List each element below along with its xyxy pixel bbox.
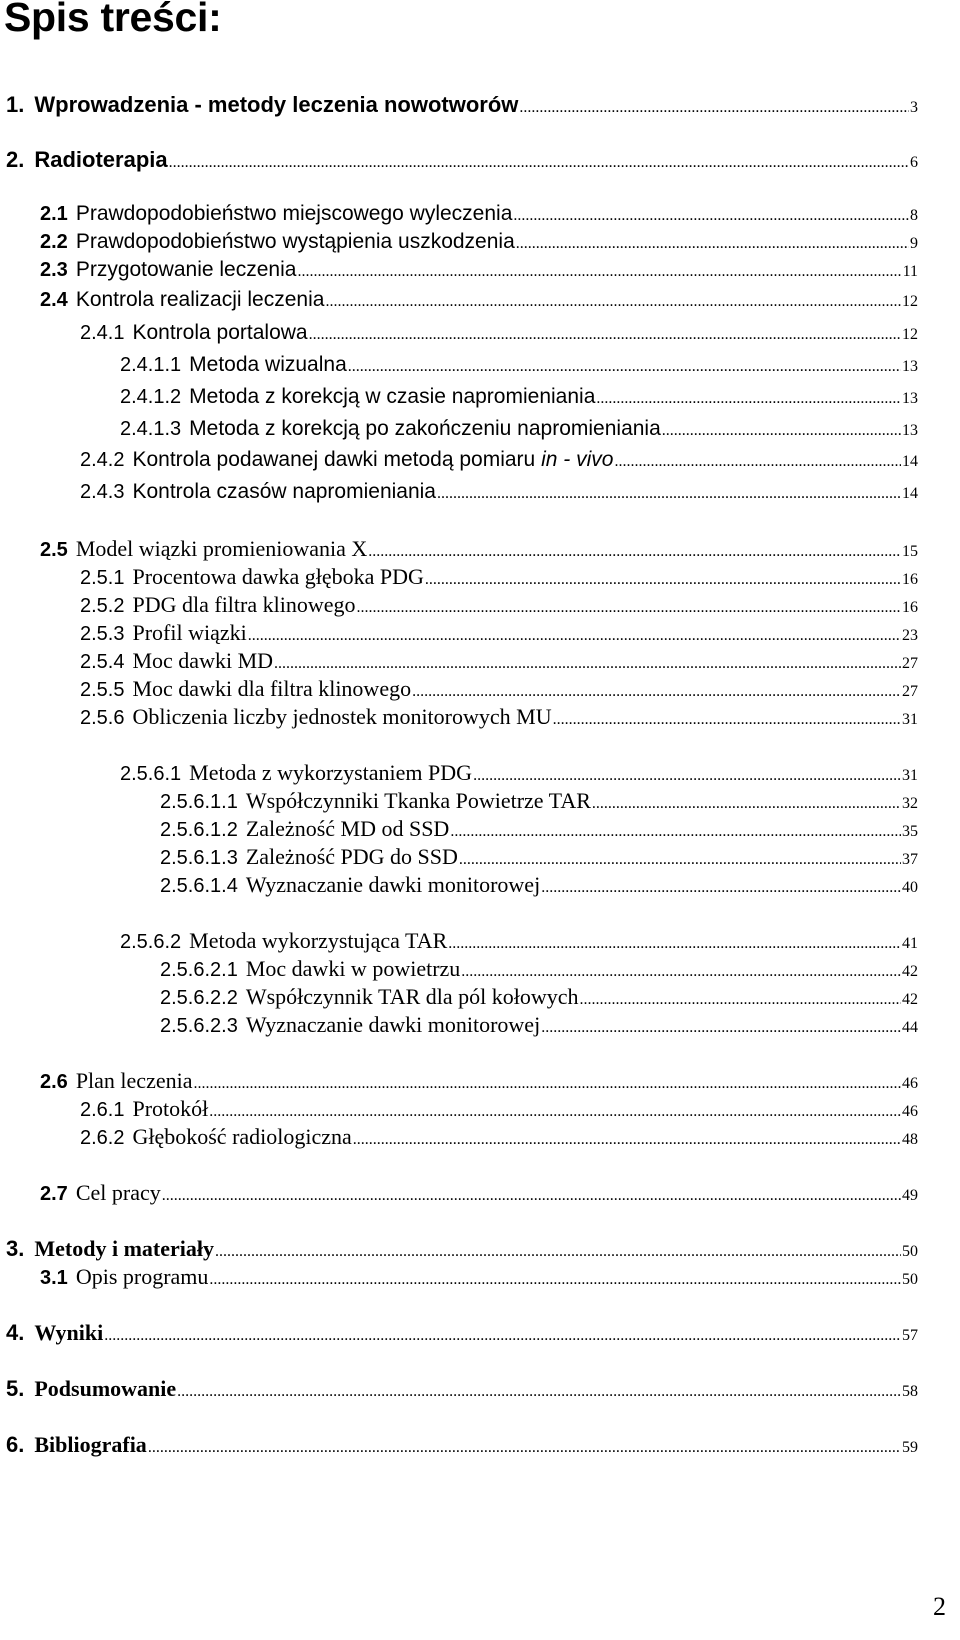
toc-entry-title — [132, 448, 613, 472]
toc-entry-title: Współczynnik TAR dla pól kołowych — [245, 984, 579, 1009]
toc-entry-title: Zależność PDG do SSD — [245, 844, 458, 869]
toc-entry-page: 42 — [902, 991, 918, 1008]
toc-entry-title: Prawdopodobieństwo wystąpienia uszkodzenia — [75, 230, 515, 253]
toc-entry-number: 2.2 — [40, 231, 68, 253]
toc-entry-page: 23 — [902, 627, 918, 644]
toc-entry-number: 2.5.4 — [80, 651, 125, 673]
toc-entry-number: 2.4.1.2 — [120, 386, 182, 408]
toc-entry — [120, 385, 918, 409]
toc-entry-leader — [348, 358, 901, 376]
toc-entry-page: 12 — [902, 293, 918, 310]
toc-entry-leader — [357, 599, 901, 617]
toc-entry-page: 57 — [902, 1327, 918, 1344]
toc-entry-page: 44 — [902, 1019, 918, 1036]
toc-entry-number: 2.5 — [40, 539, 68, 561]
toc-entry-page: 16 — [902, 599, 918, 616]
toc-entry-title: Cel pracy — [75, 1180, 161, 1205]
toc-entry-leader — [553, 711, 901, 729]
toc-entry-title: Moc dawki dla filtra klinowego — [132, 676, 412, 701]
toc-entry — [80, 1124, 918, 1150]
toc-entry-number: 3. — [6, 1236, 25, 1261]
toc-entry-number: 2.1 — [40, 203, 68, 225]
toc-entry-title: Metoda wizualna — [189, 353, 347, 376]
toc-entry-title: Kontrola realizacji leczenia — [75, 288, 325, 311]
toc-entry-leader — [274, 655, 901, 673]
toc-entry — [6, 1376, 918, 1401]
toc-entry-title: Kontrola czasów napromieniania — [132, 480, 436, 503]
toc-entry-leader — [169, 154, 909, 172]
toc-entry — [120, 353, 918, 377]
toc-entry-page: 50 — [902, 1271, 918, 1288]
toc-entry-page: 3 — [910, 99, 918, 116]
toc-entry-title: Wyznaczanie dawki monitorowej — [245, 1012, 541, 1037]
toc-entry-number: 2.5.3 — [80, 623, 125, 645]
toc-entry-page: 31 — [902, 767, 918, 784]
toc-entry-page: 6 — [910, 154, 918, 171]
toc-entry — [40, 1264, 918, 1290]
toc-entry-leader — [437, 485, 901, 503]
toc-entry — [80, 648, 918, 674]
toc-entry — [6, 92, 918, 117]
toc-entry-title: Opis programu — [75, 1264, 209, 1289]
toc-entry-leader — [162, 1187, 901, 1205]
toc-entry-number: 2.4.2 — [80, 449, 125, 471]
toc-entry-number: 2.6 — [40, 1071, 68, 1093]
toc-entry-page: 37 — [902, 851, 918, 868]
toc-entry-title: Zależność MD od SSD — [245, 816, 450, 841]
toc-entry-number: 2.5.6.1.4 — [160, 875, 238, 897]
toc-entry-number: 2.5.6.1 — [120, 763, 182, 785]
toc-entry-number: 2.5.6.1.1 — [160, 791, 238, 813]
page-number: 2 — [933, 1592, 946, 1621]
toc-entry-page: 32 — [902, 795, 918, 812]
toc-entry-leader — [580, 991, 901, 1009]
toc-entry-number: 2.5.1 — [80, 567, 125, 589]
toc-entry-leader — [448, 935, 901, 953]
toc-entry — [80, 704, 918, 730]
toc-entry-number: 6. — [6, 1432, 25, 1457]
toc-entry — [80, 620, 918, 646]
toc-entry-leader — [596, 390, 901, 408]
toc-entry — [160, 1012, 918, 1038]
toc-entry-title: Metoda z korekcją po zakończeniu napromieniania — [189, 417, 661, 440]
toc-entry — [80, 1096, 918, 1122]
toc-entry-title: Model wiązki promieniowania X — [75, 536, 368, 561]
toc-entry-number: 2.5.6.2.1 — [160, 959, 238, 981]
toc-entry-number: 4. — [6, 1320, 25, 1345]
toc-entry-number: 2.5.6.2.3 — [160, 1015, 238, 1037]
toc-entry-leader — [368, 543, 901, 561]
toc-entry-title: Bibliografia — [34, 1432, 147, 1457]
toc-entry-number: 2.6.2 — [80, 1127, 125, 1149]
toc-entry-title: Metody i materiały — [34, 1236, 214, 1261]
toc-entry-page: 48 — [902, 1131, 918, 1148]
toc-entry-page: 13 — [902, 358, 918, 375]
toc-entry-title: Metoda wykorzystująca TAR — [189, 928, 448, 953]
toc-entry-leader — [309, 326, 901, 344]
toc-entry — [80, 321, 918, 345]
toc-entry — [40, 202, 918, 226]
toc-entry-title: Wprowadzenia - metody leczenia nowotworów — [34, 92, 519, 117]
toc-entry-leader — [148, 1439, 901, 1457]
toc-entry-title: Metoda z korekcją w czasie napromieniania — [189, 385, 596, 408]
toc-entry-title-italic: in - vivo — [541, 448, 614, 471]
toc-entry-title: Plan leczenia — [75, 1068, 193, 1093]
toc-entry-number: 2.5.5 — [80, 679, 125, 701]
toc-entry-number: 2.4.1.1 — [120, 354, 182, 376]
toc-entry — [160, 844, 918, 870]
toc-entry-leader — [519, 99, 909, 117]
toc-entry-leader — [461, 963, 901, 981]
toc-entry-title: Procentowa dawka głęboka PDG — [132, 564, 424, 589]
toc-entry-page: 14 — [902, 485, 918, 502]
toc-entry-number: 2. — [6, 147, 25, 172]
toc-entry-number: 2.5.2 — [80, 595, 125, 617]
toc-entry-title: Głębokość radiologiczna — [132, 1124, 352, 1149]
toc-entry-page: 46 — [902, 1075, 918, 1092]
toc-entry-title: Moc dawki MD — [132, 648, 274, 673]
toc-entry — [6, 147, 918, 172]
toc-entry-page: 49 — [902, 1187, 918, 1204]
toc-entry-title-text: Kontrola podawanej dawki metodą pomiaru — [132, 448, 536, 471]
toc-entry-leader — [541, 1019, 901, 1037]
toc-entry-title: Moc dawki w powietrzu — [245, 956, 461, 981]
toc-entry-leader — [215, 1243, 901, 1261]
toc-entry — [80, 676, 918, 702]
toc-entry-title: Współczynniki Tkanka Powietrze TAR — [245, 788, 591, 813]
toc-entry-page: 42 — [902, 963, 918, 980]
toc-entry-leader — [614, 453, 901, 471]
toc-entry-page: 27 — [902, 683, 918, 700]
toc-entry-title: Przygotowanie leczenia — [75, 258, 297, 281]
toc-entry-page: 12 — [902, 326, 918, 343]
toc-entry-number: 2.5.6.2.2 — [160, 987, 238, 1009]
toc-entry-leader — [325, 293, 901, 311]
toc-entry-number: 5. — [6, 1376, 25, 1401]
toc-entry — [80, 564, 918, 590]
toc-entry — [40, 230, 918, 254]
toc-entry-title: Radioterapia — [34, 147, 168, 172]
toc-entry-leader — [297, 263, 901, 281]
toc-entry — [120, 928, 918, 954]
toc-entry-page: 13 — [902, 390, 918, 407]
page-title: Spis treści: — [4, 0, 222, 40]
toc-entry — [6, 1236, 918, 1261]
toc-entry-page: 59 — [902, 1439, 918, 1456]
toc-entry-title: Profil wiązki — [132, 620, 247, 645]
toc-entry-page: 15 — [902, 543, 918, 560]
toc-entry — [80, 480, 918, 504]
toc-entry-number: 2.4.1 — [80, 322, 125, 344]
toc-entry-page: 11 — [902, 263, 918, 280]
toc-entry-number: 2.4.1.3 — [120, 418, 182, 440]
toc-entry — [160, 956, 918, 982]
toc-entry-page: 9 — [910, 235, 918, 252]
toc-entry-number: 2.6.1 — [80, 1099, 125, 1121]
toc-entry — [40, 536, 918, 562]
toc-entry-leader — [104, 1327, 901, 1345]
toc-entry-number: 2.5.6.1.2 — [160, 819, 238, 841]
toc-entry-leader — [412, 683, 901, 701]
toc-entry — [120, 760, 918, 786]
toc-entry-leader — [177, 1383, 901, 1401]
toc-entry-page: 41 — [902, 935, 918, 952]
toc-entry-title: Prawdopodobieństwo miejscowego wyleczenia — [75, 202, 513, 225]
toc-entry — [80, 448, 918, 472]
toc-entry-leader — [425, 571, 901, 589]
toc-entry-leader — [193, 1075, 901, 1093]
toc-entry — [40, 1068, 918, 1094]
toc-entry — [160, 872, 918, 898]
toc-entry-page: 31 — [902, 711, 918, 728]
toc-entry-page: 14 — [902, 453, 918, 470]
toc-entry — [6, 1320, 918, 1345]
toc-entry-page: 35 — [902, 823, 918, 840]
toc-entry-leader — [473, 767, 901, 785]
toc-entry-title: Obliczenia liczby jednostek monitorowych MU — [132, 704, 552, 729]
toc-entry-leader — [209, 1103, 901, 1121]
toc-entry-number: 2.5.6.1.3 — [160, 847, 238, 869]
toc-entry-page: 27 — [902, 655, 918, 672]
toc-entry-leader — [513, 207, 909, 225]
toc-entry-number: 2.7 — [40, 1183, 68, 1205]
toc-entry-leader — [516, 235, 909, 253]
toc-entry-title: Kontrola portalowa — [132, 321, 308, 344]
toc-entry-leader — [209, 1271, 901, 1289]
toc-entry-number: 3.1 — [40, 1267, 68, 1289]
toc-entry-number: 2.5.6 — [80, 707, 125, 729]
toc-entry-leader — [459, 851, 901, 869]
toc-entry-title: Podsumowanie — [34, 1376, 177, 1401]
toc-entry — [40, 258, 918, 282]
toc-entry-page: 16 — [902, 571, 918, 588]
toc-entry-number: 2.4.3 — [80, 481, 125, 503]
toc-entry-leader — [541, 879, 901, 897]
toc-entry-leader — [248, 627, 901, 645]
toc-entry — [80, 592, 918, 618]
toc-entry-leader — [450, 823, 901, 841]
toc-entry-page: 13 — [902, 422, 918, 439]
toc-entry-number: 2.5.6.2 — [120, 931, 182, 953]
toc-entry — [6, 1432, 918, 1457]
toc-entry-leader — [592, 795, 901, 813]
toc-entry-title: Wyniki — [34, 1320, 104, 1345]
toc-entry-number: 2.4 — [40, 289, 68, 311]
toc-entry — [160, 816, 918, 842]
toc-entry-title: Protokół — [132, 1096, 209, 1121]
toc-entry-title: Metoda z wykorzystaniem PDG — [189, 760, 473, 785]
toc-entry — [40, 288, 918, 312]
toc-entry — [160, 984, 918, 1010]
toc-entry-number: 2.3 — [40, 259, 68, 281]
toc-entry-number: 1. — [6, 92, 25, 117]
toc-entry-title: Wyznaczanie dawki monitorowej — [245, 872, 541, 897]
toc-entry-page: 8 — [910, 207, 918, 224]
toc-entry-page: 40 — [902, 879, 918, 896]
toc-entry — [160, 788, 918, 814]
toc-entry-title: PDG dla filtra klinowego — [132, 592, 356, 617]
toc-entry-page: 50 — [902, 1243, 918, 1260]
toc-entry — [40, 1180, 918, 1206]
toc-entry-leader — [353, 1131, 901, 1149]
toc-entry-leader — [662, 422, 901, 440]
toc-entry — [120, 417, 918, 441]
toc-entry-page: 58 — [902, 1383, 918, 1400]
toc-entry-page: 46 — [902, 1103, 918, 1120]
